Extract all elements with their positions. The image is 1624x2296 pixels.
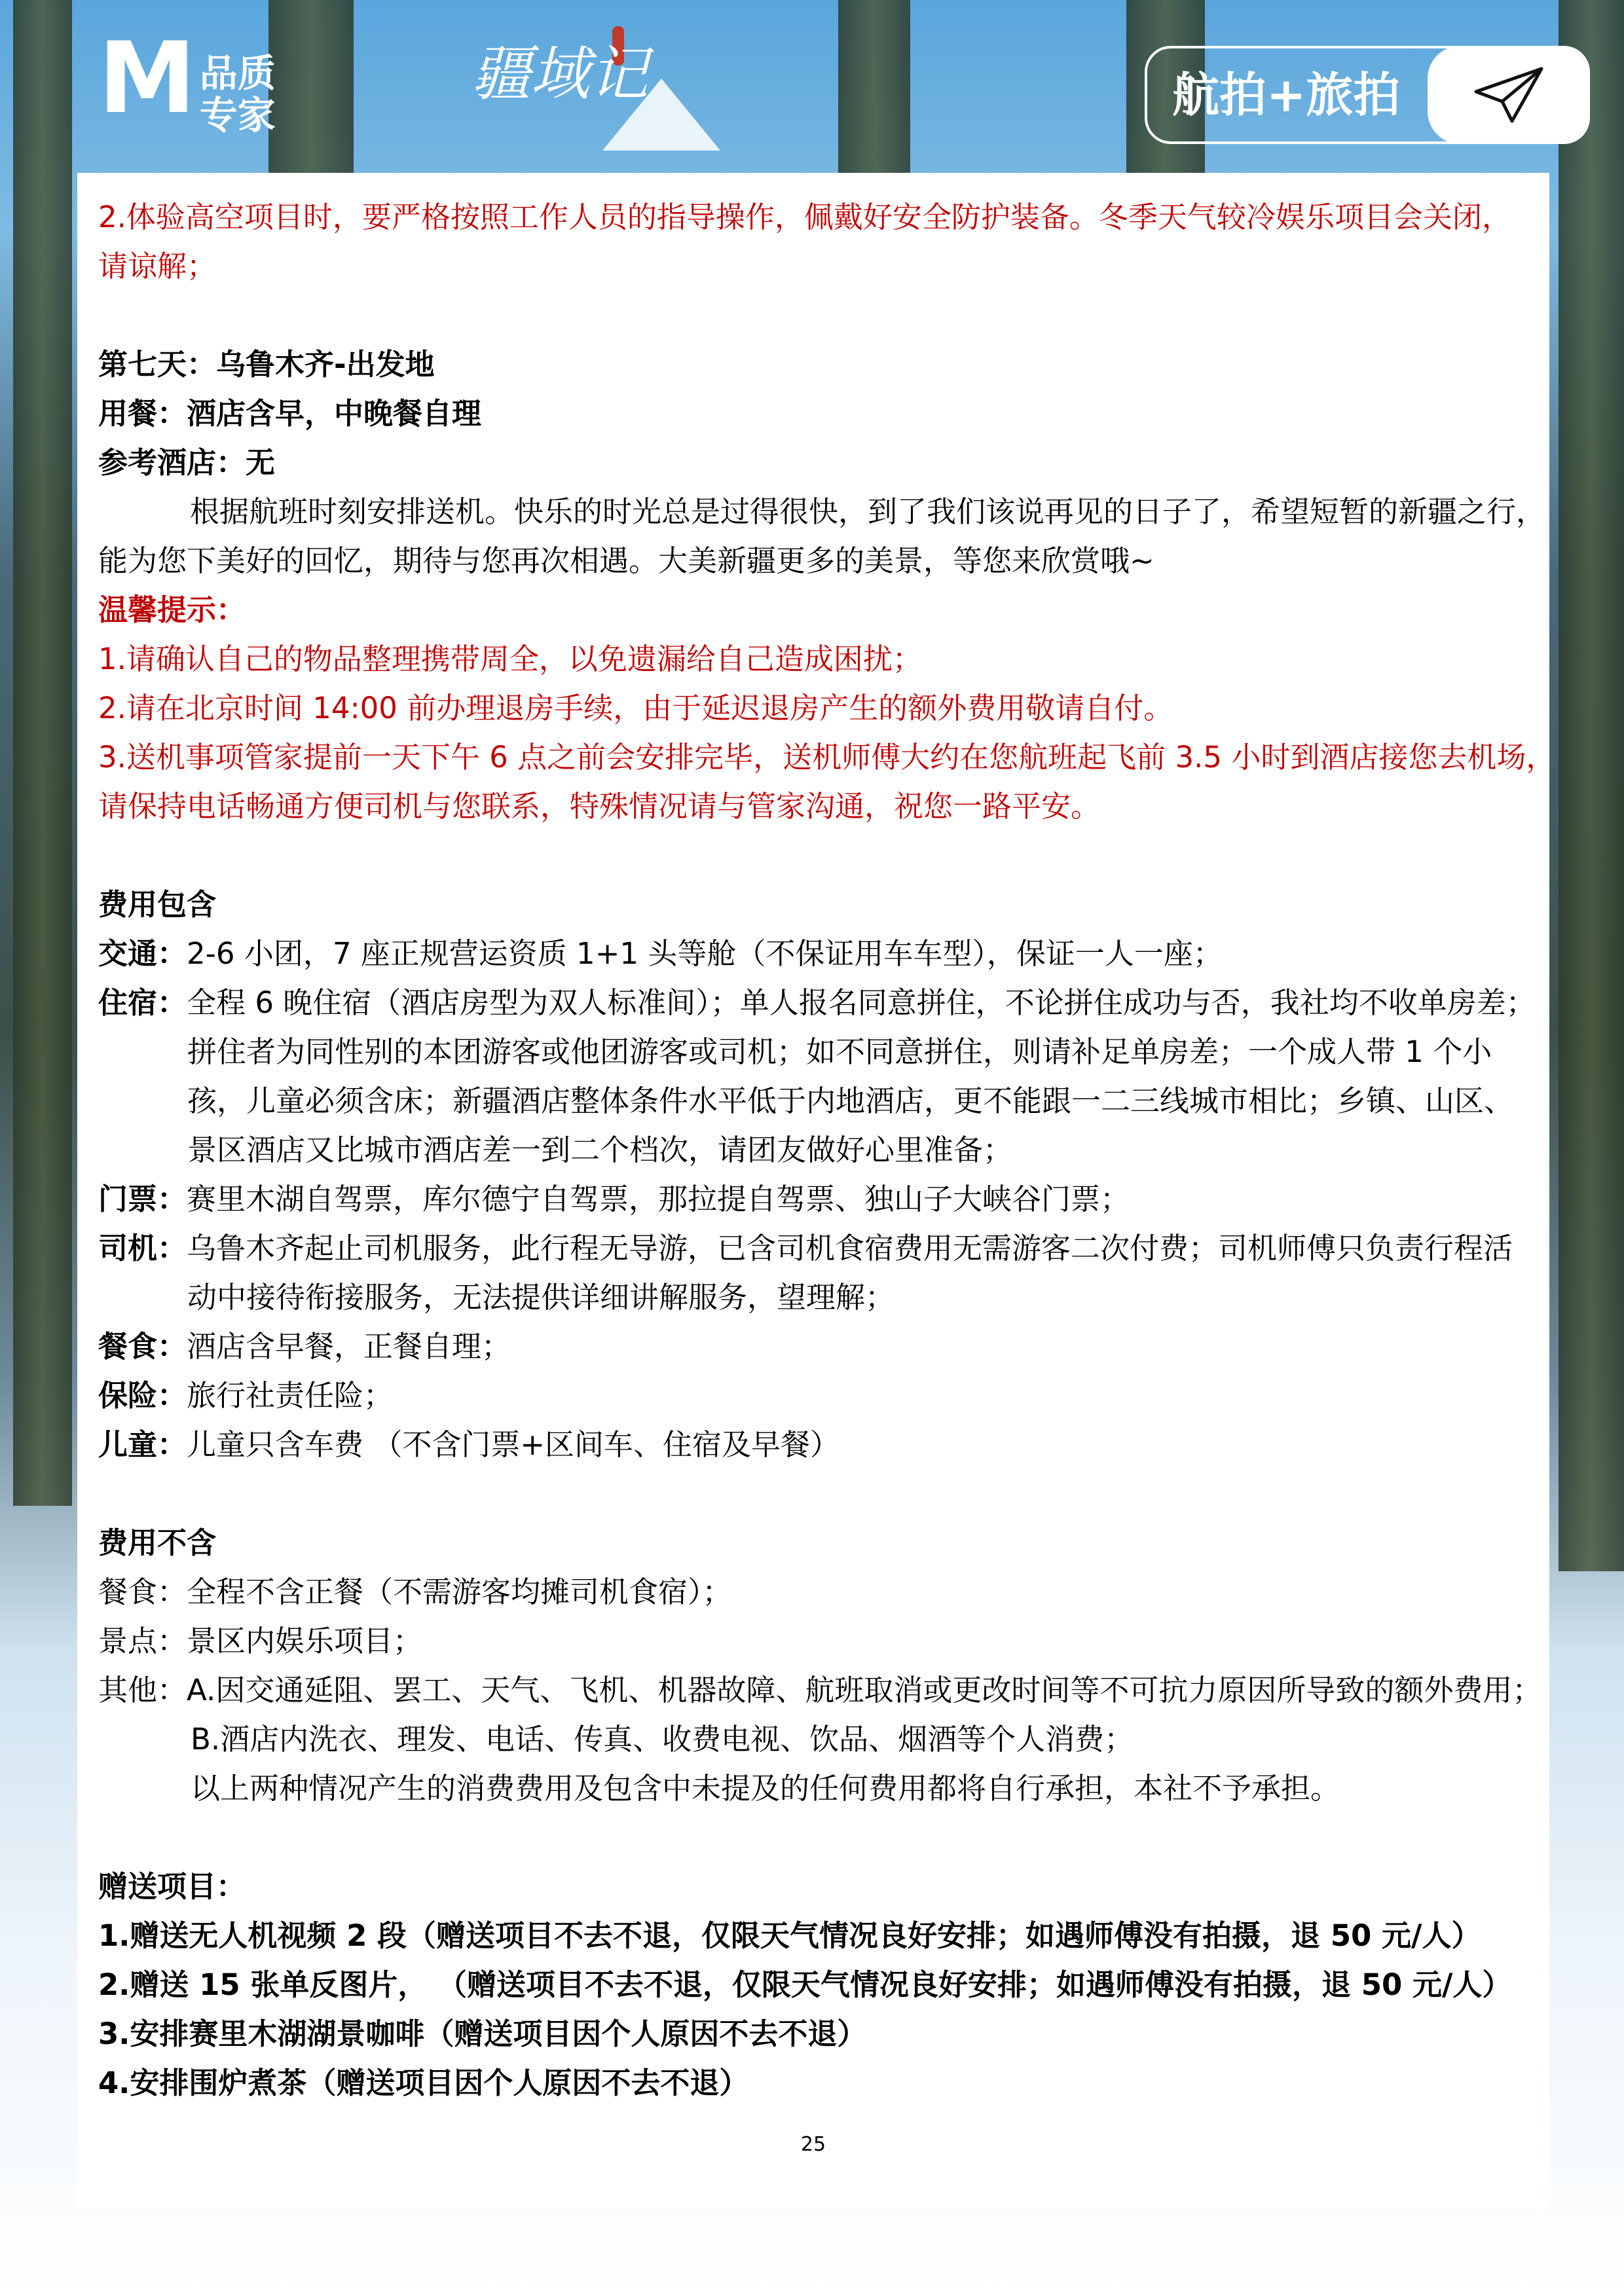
item-label: 门票： [98,1182,187,1216]
page-header [0,0,1624,173]
tag-label: 航拍+旅拍 [1172,67,1401,122]
included-item-tickets [98,1175,1539,1224]
item-text: 2-6 小团，7 座正规营运资质 1+1 头等舱（不保证用车车型），保证一人一座； [187,936,1223,971]
excluded-sights: 景点：景区内娱乐项目； [98,1624,423,1658]
item-text: 景区酒店又比城市酒店差一到二个档次，请团友做好心里准备； [187,1133,1013,1167]
brand-logo-text: 品质专家 [199,51,276,137]
tip-item: 2.请在北京时间 14:00 前办理退房手续，由于延迟退房产生的额外费用敬请自付。 [98,691,1173,725]
series-logo-text: 疆域记 [471,40,648,109]
excluded-meals: 餐食：全程不含正餐（不需游客均摊司机食宿）； [98,1575,732,1609]
series-logo [471,26,720,157]
brand-logo-mark: M [98,22,196,136]
item-text: 全程 6 晚住宿（酒店房型为双人标准间）；单人报名同意拼住，不论拼住成功与否，我社均不收单房差； [187,985,1536,1020]
notice-line: 请谅解； [98,249,217,283]
tip-item: 1.请确认自己的物品整理携带周全，以免遗漏给自己造成困扰； [98,642,922,676]
item-text: 动中接待衔接服务，无法提供详细讲解服务，望理解； [187,1280,895,1315]
gift-item: 1.赠送无人机视频 2 段（赠送项目不去不退，仅限天气情况良好安排；如遇师傅没有拍摄，退 50 元/人） [98,1918,1481,1953]
notice-line: 2.体验高空项目时，要严格按照工作人员的指导操作，佩戴好安全防护装备。冬季天气较冷娱乐项目会关闭， [98,200,1511,234]
item-text: 孩，儿童必须含床；新疆酒店整体条件水平低于内地酒店，更不能跟一二三线城市相比；乡镇、山区、 [187,1084,1514,1118]
day7-description: 根据航班时刻安排送机。快乐的时光总是过得很快，到了我们该说再见的日子了，希望短暂的新疆之行， [190,494,1546,529]
background-tree [13,0,72,1506]
day7-meals: 用餐：酒店含早，中晚餐自理 [98,396,482,431]
gift-item: 2.赠送 15 张单反图片， （赠送项目不去不退，仅限天气情况良好安排；如遇师傅没有拍摄，退 50 元/人） [98,1967,1512,2002]
background-tree [1559,0,1624,1571]
included-item-transport [98,929,1539,978]
included-title: 费用包含 [98,887,217,922]
paper-plane-icon [1428,46,1590,144]
included-item-insurance [98,1371,1539,1420]
tips-title: 温馨提示： [98,592,246,627]
item-text: A.因交通延阻、罢工、天气、飞机、机器故障、航班取消或更改时间等不可抗力原因所导致的额外费用； [187,1673,1542,1707]
excluded-other [98,1666,1542,1715]
gift-item: 4.安排围炉煮茶（赠送项目因个人原因不去不退） [98,2066,749,2100]
gift-item: 3.安排赛里木湖湖景咖啡（赠送项目因个人原因不去不退） [98,2016,867,2051]
item-text: 旅行社责任险； [187,1378,394,1413]
itinerary-content [98,192,1556,2107]
content-panel [77,173,1556,2208]
day7-description: 能为您下美好的回忆，期待与您再次相遇。大美新疆更多的美景，等您来欣赏哦~ [98,543,1154,578]
page-number: 25 [800,2133,826,2156]
included-item-children [98,1420,1539,1469]
item-text: 以上两种情况产生的消费费用及包含中未提及的任何费用都将自行承担，本社不予承担。 [191,1771,1340,1806]
tip-item: 请保持电话畅通方便司机与您联系，特殊情况请与管家沟通，祝您一路平安。 [98,789,1101,824]
item-text: 乌鲁木齐起止司机服务，此行程无导游，已含司机食宿费用无需游客二次付费；司机师傅只负责行程活 [187,1231,1513,1266]
item-label: 交通： [98,936,187,971]
included-item-driver [98,1224,1539,1273]
item-text: 儿童只含车费 （不含门票+区间车、住宿及早餐） [187,1427,840,1462]
excluded-title: 费用不含 [98,1525,217,1560]
item-text: 酒店含早餐，正餐自理； [187,1329,511,1364]
item-label: 餐食： [98,1329,187,1364]
item-text: B.酒店内洗衣、理发、电话、传真、收费电视、饮品、烟酒等个人消费； [191,1722,1134,1757]
item-text: 拼住者为同性别的本团游客或他团游客或司机；如不同意拼住，则请补足单房差；一个成人带 1 个小 [187,1034,1492,1069]
day7-title: 第七天：乌鲁木齐-出发地 [98,347,435,382]
item-label: 住宿： [98,985,187,1020]
item-label: 保险： [98,1378,187,1413]
included-item-lodging [98,978,1539,1027]
gifts-title: 赠送项目： [98,1869,246,1904]
included-item-meals [98,1322,1539,1371]
item-text: 赛里木湖自驾票，库尔德宁自驾票，那拉提自驾票、独山子大峡谷门票； [187,1182,1130,1216]
item-label: 儿童： [98,1427,187,1462]
item-label: 司机： [98,1231,187,1266]
tip-item: 3.送机事项管家提前一天下午 6 点之前会安排完毕，送机师傅大约在您航班起飞前 3.5 小时到酒店接您去机场， [98,740,1556,774]
brand-logo [98,22,278,137]
item-label: 其他： [98,1673,187,1707]
day7-hotel: 参考酒店：无 [98,445,276,480]
